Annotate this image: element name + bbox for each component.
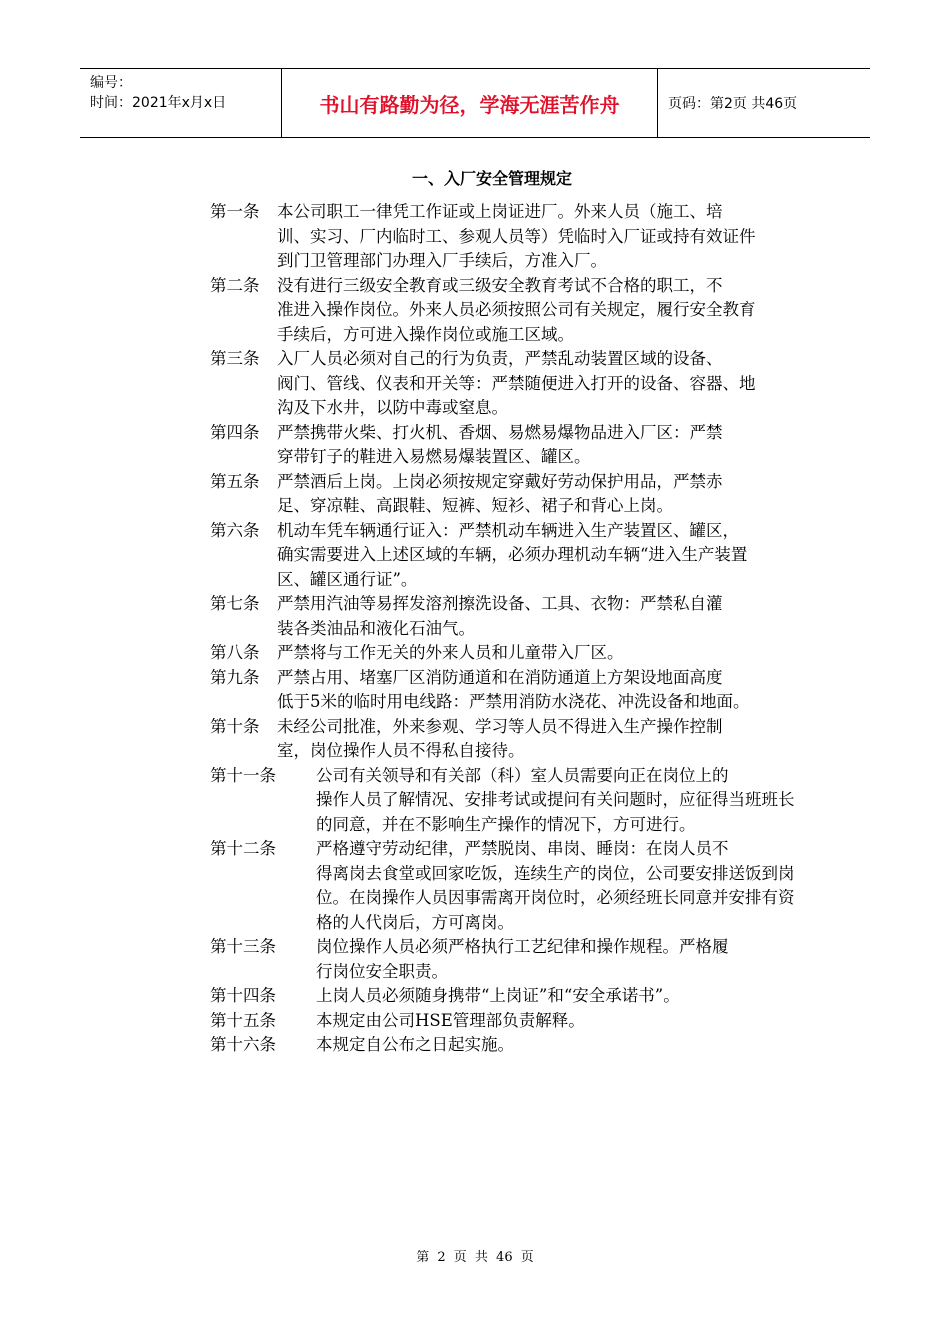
article-text-line: 准进入操作岗位。外来人员必须按照公司有关规定，履行安全教育: [277, 300, 756, 319]
article-text: [277, 592, 810, 641]
article-text-line: 机动车凭车辆通行证入：严禁机动车辆进入生产装置区、罐区，: [277, 520, 739, 540]
article-text-line: 得离岗去食堂或回家吃饭，连续生产的岗位，公司要安排送饭到岗: [316, 863, 795, 883]
article-item: [210, 421, 810, 470]
article-text: [316, 1033, 810, 1058]
article-text: [316, 1009, 810, 1034]
article-item: [210, 274, 810, 348]
article-text-line: 室，岗位操作人员不得私自接待。: [277, 741, 525, 760]
article-item: [210, 984, 810, 1009]
article-item: [210, 641, 810, 666]
article-text-line: 严格遵守劳动纪律，严禁脱岗、串岗、睡岗：在岗人员不: [316, 839, 729, 858]
article-text-line: 上岗人员必须随身携带“上岗证”和“安全承诺书”。: [316, 986, 680, 1005]
article-item: [210, 592, 810, 641]
article-text-line: 本规定由公司HSE管理部负责解释。: [316, 1010, 585, 1030]
article-number: 第十四条: [210, 986, 276, 1005]
article-item: [210, 200, 810, 274]
article-text-line: 严禁用汽油等易挥发溶剂擦洗设备、工具、衣物：严禁私自灌: [277, 594, 723, 613]
article-text-line: 严禁占用、堵塞厂区消防通道和在消防通道上方架设地面高度: [277, 667, 723, 687]
article-text-line: 到门卫管理部门办理入厂手续后，方准入厂。: [277, 251, 607, 270]
article-number: 第六条: [210, 520, 260, 540]
article-item: [210, 519, 810, 593]
article-text-line: 公司有关领导和有关部（科）室人员需要向正在岗位上的: [316, 765, 729, 785]
page-footer: 第 2 页 共 46 页: [416, 1250, 534, 1265]
article-text-line: 低于5米的临时用电线路：严禁用消防水浇花、冲洗设备和地面。: [277, 692, 750, 711]
article-text-line: 阀门、管线、仪表和开关等：严禁随便进入打开的设备、容器、地: [277, 373, 756, 393]
article-text-line: 操作人员了解情况、安排考试或提问有关问题时，应征得当班班长: [316, 790, 795, 809]
article-text-line: 确实需要进入上述区域的车辆，必须办理机动车辆“进入生产装置: [277, 545, 748, 564]
article-text: [277, 200, 810, 274]
article-text: [277, 274, 810, 348]
article-item: [210, 470, 810, 519]
article-text-line: 严禁酒后上岗。上岗必须按规定穿戴好劳动保护用品，严禁赤: [277, 471, 723, 491]
article-text-line: 位。在岗操作人员因事需离开岗位时，必须经班长同意并安排有资: [316, 888, 795, 907]
article-text-line: 格的人代岗后，方可离岗。: [316, 912, 514, 932]
header-motto: 书山有路勤为径，学海无涯苦作舟: [282, 69, 658, 137]
article-text-line: 穿带钉子的鞋进入易燃易爆装置区、罐区。: [277, 447, 591, 466]
section-title: 一、入厂安全管理规定: [411, 169, 572, 188]
header-meta: [80, 69, 282, 137]
article-item: [210, 347, 810, 421]
article-text: [277, 666, 810, 715]
article-item: [210, 666, 810, 715]
article-number: 第十六条: [210, 1035, 276, 1054]
article-text-line: 足、穿凉鞋、高跟鞋、短裤、短衫、裙子和背心上岗。: [277, 496, 673, 515]
article-text-line: 区、罐区通行证”。: [277, 569, 418, 589]
article-number: 第二条: [210, 275, 260, 295]
article-text: [316, 837, 810, 935]
header-page-label: 页码：第2页 共46页: [668, 96, 798, 112]
article-text-line: 手续后，方可进入操作岗位或施工区域。: [277, 324, 574, 344]
article-number: 第十条: [210, 716, 260, 736]
article-number: 第一条: [210, 202, 260, 221]
article-number: 第九条: [210, 667, 260, 687]
article-text: [277, 470, 810, 519]
article-number: 第十五条: [210, 1010, 276, 1030]
article-text-line: 严禁将与工作无关的外来人员和儿童带入厂区。: [277, 643, 624, 662]
article-number: 第三条: [210, 349, 260, 368]
article-text-line: 入厂人员必须对自己的行为负责，严禁乱动装置区域的设备、: [277, 349, 723, 368]
article-item: [210, 1009, 810, 1034]
article-item: [210, 1033, 810, 1058]
page-header: [80, 68, 870, 138]
article-number: 第十一条: [210, 765, 276, 785]
article-text-line: 本规定自公布之日起实施。: [316, 1035, 514, 1054]
article-number: 第十三条: [210, 937, 276, 956]
article-number: 第十二条: [210, 839, 276, 858]
article-text-line: 本公司职工一律凭工作证或上岗证进厂。外来人员（施工、培: [277, 202, 723, 221]
article-text: [277, 347, 810, 421]
article-text: [316, 984, 810, 1009]
article-text: [277, 519, 810, 593]
article-number: 第五条: [210, 471, 260, 491]
article-number: 第八条: [210, 643, 260, 662]
article-text-line: 沟及下水井，以防中毒或窒息。: [277, 398, 508, 417]
article-item: [210, 837, 810, 935]
article-list: [210, 200, 810, 1058]
article-text-line: 的同意，并在不影响生产操作的情况下，方可进行。: [316, 814, 696, 834]
article-text: [277, 641, 810, 666]
article-number: 第七条: [210, 594, 260, 613]
article-text-line: 岗位操作人员必须严格执行工艺纪律和操作规程。严格履: [316, 937, 729, 956]
article-number: 第四条: [210, 422, 260, 442]
article-text: [277, 715, 810, 764]
article-text-line: 没有进行三级安全教育或三级安全教育考试不合格的职工，不: [277, 275, 723, 295]
article-text-line: 装各类油品和液化石油气。: [277, 618, 475, 638]
document-date-label: 时间：2021年x月x日: [90, 95, 227, 111]
document-number-label: 编号：: [90, 75, 132, 91]
article-text: [316, 764, 810, 838]
article-text-line: 行岗位安全职责。: [316, 961, 448, 981]
article-text: [316, 935, 810, 984]
article-text-line: 严禁携带火柴、打火机、香烟、易燃易爆物品进入厂区：严禁: [277, 422, 723, 442]
article-text-line: 训、实习、厂内临时工、参观人员等）凭临时入厂证或持有效证件: [277, 226, 756, 246]
article-item: [210, 715, 810, 764]
article-text-line: 未经公司批准，外来参观、学习等人员不得进入生产操作控制: [277, 716, 723, 736]
article-item: [210, 935, 810, 984]
article-item: [210, 764, 810, 838]
article-text: [277, 421, 810, 470]
